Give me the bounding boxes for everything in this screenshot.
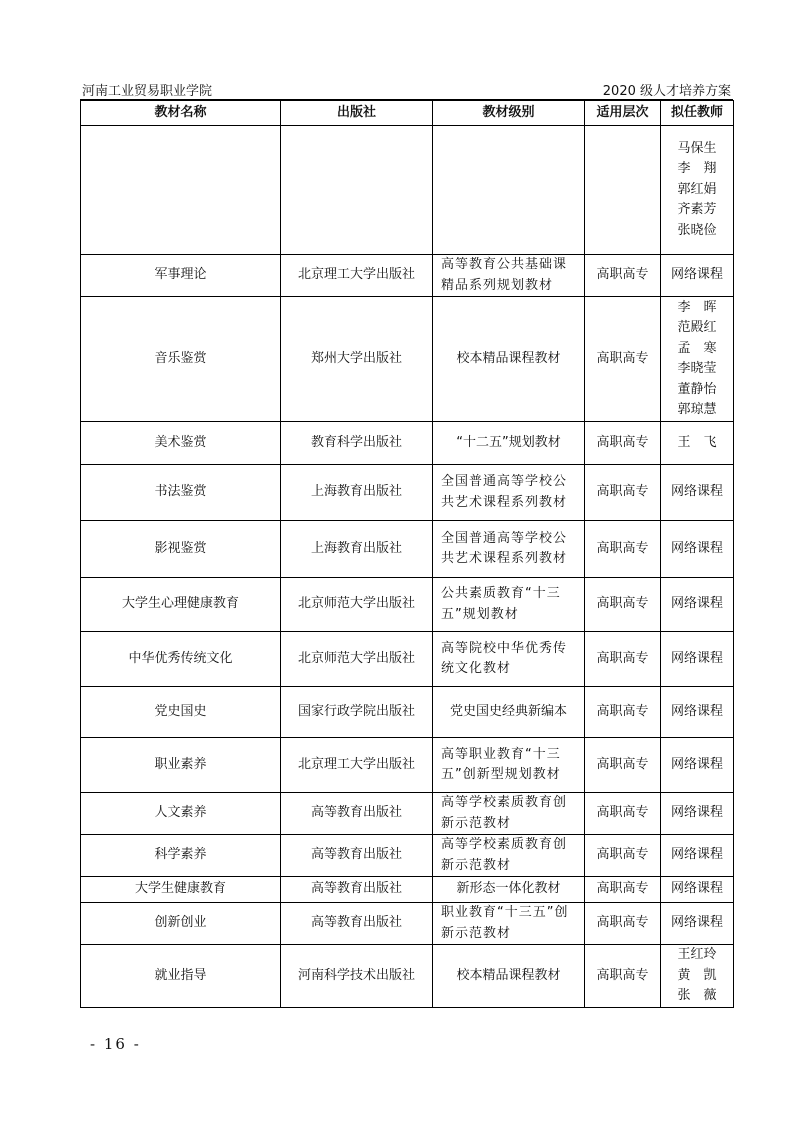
textbook-level-line: 五”规划教材 xyxy=(441,606,519,622)
header-document-title: 2020 级人才培养方案 xyxy=(602,84,731,99)
textbook-level-line: 公共素质教育“十三 xyxy=(441,586,561,601)
cell-textbook-name: 人文素养 xyxy=(81,793,281,835)
column-header-applicable-level: 适用层次 xyxy=(585,101,661,126)
cell-publisher: 教育科学出版社 xyxy=(281,422,433,465)
table-row xyxy=(81,945,734,1008)
cell-applicable-level: 高职高专 xyxy=(585,687,661,738)
cell-textbook-level xyxy=(433,521,585,578)
textbook-level-line: 校本精品课程教材 xyxy=(456,350,561,366)
cell-textbook-name: 影视鉴赏 xyxy=(81,521,281,578)
cell-textbook-name: 大学生健康教育 xyxy=(81,877,281,903)
cell-textbook-level xyxy=(433,835,585,877)
teacher-name: 李晓莹 xyxy=(677,361,717,376)
cell-teachers xyxy=(661,422,734,465)
cell-applicable-level: 高职高专 xyxy=(585,738,661,793)
teacher-name: 网络课程 xyxy=(670,703,723,719)
cell-applicable-level: 高职高专 xyxy=(585,793,661,835)
cell-publisher: 北京理工大学出版社 xyxy=(281,255,433,297)
cell-applicable-level: 高职高专 xyxy=(585,835,661,877)
cell-textbook-level xyxy=(433,945,585,1008)
teacher-name: 齐素芳 xyxy=(677,202,717,218)
cell-teachers xyxy=(661,835,734,877)
cell-teachers xyxy=(661,126,734,255)
cell-publisher: 上海教育出版社 xyxy=(281,465,433,521)
teacher-name: 王 飞 xyxy=(677,434,717,450)
teacher-name: 网络课程 xyxy=(670,267,723,283)
column-header-textbook-level: 教材级别 xyxy=(433,101,585,126)
cell-applicable-level: 高职高专 xyxy=(585,578,661,632)
cell-textbook-name: 中华优秀传统文化 xyxy=(81,632,281,687)
cell-textbook-name xyxy=(81,126,281,255)
cell-teachers xyxy=(661,687,734,738)
cell-textbook-level xyxy=(433,903,585,945)
cell-textbook-level xyxy=(433,687,585,738)
cell-applicable-level: 高职高专 xyxy=(585,465,661,521)
teacher-name: 王红玲 xyxy=(677,947,717,963)
cell-publisher: 上海教育出版社 xyxy=(281,521,433,578)
textbook-level-line: “十二五”规划教材 xyxy=(456,434,561,450)
cell-teachers xyxy=(661,877,734,903)
cell-teachers xyxy=(661,297,734,422)
textbook-level-line: 五”创新型规划教材 xyxy=(441,767,561,782)
cell-teachers xyxy=(661,945,734,1008)
cell-publisher: 北京师范大学出版社 xyxy=(281,578,433,632)
column-header-publisher: 出版社 xyxy=(281,101,433,126)
cell-teachers xyxy=(661,578,734,632)
cell-textbook-level xyxy=(433,297,585,422)
teacher-name: 郭琼慧 xyxy=(677,402,717,417)
textbook-level-line: 共艺术课程系列教材 xyxy=(441,551,568,566)
teacher-name: 网络课程 xyxy=(670,847,723,863)
cell-textbook-name: 大学生心理健康教育 xyxy=(81,578,281,632)
page-number: - 16 - xyxy=(90,1035,141,1053)
teacher-name: 张 薇 xyxy=(677,988,717,1004)
textbook-level-line: 共艺术课程系列教材 xyxy=(441,494,568,510)
cell-textbook-level xyxy=(433,793,585,835)
textbook-table xyxy=(80,100,734,1008)
cell-textbook-level xyxy=(433,422,585,465)
cell-textbook-level xyxy=(433,578,585,632)
cell-applicable-level: 高职高专 xyxy=(585,422,661,465)
teacher-name: 网络课程 xyxy=(670,881,723,897)
textbook-level-line: 校本精品课程教材 xyxy=(456,967,561,983)
teacher-name: 网络课程 xyxy=(670,756,723,772)
cell-textbook-level xyxy=(433,126,585,255)
textbook-level-line: 职业教育“十三五”创 xyxy=(441,905,569,920)
cell-applicable-level: 高职高专 xyxy=(585,297,661,422)
textbook-level-line: 高等学校素质教育创 xyxy=(441,837,568,852)
cell-publisher: 北京师范大学出版社 xyxy=(281,632,433,687)
cell-textbook-name: 书法鉴赏 xyxy=(81,465,281,521)
cell-applicable-level: 高职高专 xyxy=(585,255,661,297)
textbook-level-line: 高等学校素质教育创 xyxy=(441,795,568,810)
cell-publisher: 郑州大学出版社 xyxy=(281,297,433,422)
teacher-name: 张晓俭 xyxy=(677,222,717,238)
cell-publisher: 高等教育出版社 xyxy=(281,903,433,945)
cell-teachers xyxy=(661,903,734,945)
cell-textbook-level xyxy=(433,738,585,793)
cell-applicable-level: 高职高专 xyxy=(585,632,661,687)
cell-publisher: 高等教育出版社 xyxy=(281,835,433,877)
table-header-row xyxy=(81,101,734,126)
cell-textbook-name: 美术鉴赏 xyxy=(81,422,281,465)
textbook-level-line: 全国普通高等学校公 xyxy=(441,530,568,546)
cell-textbook-name: 军事理论 xyxy=(81,255,281,297)
cell-teachers xyxy=(661,632,734,687)
cell-textbook-level xyxy=(433,632,585,687)
table-row xyxy=(81,903,734,945)
cell-publisher: 北京理工大学出版社 xyxy=(281,738,433,793)
textbook-level-line: 精品系列规划教材 xyxy=(441,277,554,293)
teacher-name: 范殿红 xyxy=(677,320,717,335)
table-row xyxy=(81,521,734,578)
column-header-teachers: 拟任教师 xyxy=(661,101,734,126)
teacher-name: 董静怡 xyxy=(677,381,717,397)
teacher-name: 网络课程 xyxy=(670,915,723,931)
table-row xyxy=(81,738,734,793)
textbook-level-line: 高等职业教育“十三 xyxy=(441,746,561,762)
table-row xyxy=(81,632,734,687)
textbook-level-line: 统文化教材 xyxy=(441,661,512,676)
cell-textbook-level xyxy=(433,255,585,297)
textbook-level-line: 新示范教材 xyxy=(441,925,512,941)
cell-publisher: 高等教育出版社 xyxy=(281,877,433,903)
textbook-level-line: 新示范教材 xyxy=(441,815,512,831)
cell-teachers xyxy=(661,793,734,835)
cell-applicable-level xyxy=(585,126,661,255)
teacher-name: 李 晖 xyxy=(677,299,717,315)
cell-applicable-level: 高职高专 xyxy=(585,945,661,1008)
cell-teachers xyxy=(661,738,734,793)
teacher-name: 黄 凯 xyxy=(677,967,717,983)
textbook-level-line: 高等院校中华优秀传 xyxy=(441,640,568,656)
cell-textbook-name: 职业素养 xyxy=(81,738,281,793)
cell-textbook-name: 创新创业 xyxy=(81,903,281,945)
table-row xyxy=(81,687,734,738)
cell-publisher: 高等教育出版社 xyxy=(281,793,433,835)
cell-applicable-level: 高职高专 xyxy=(585,521,661,578)
table-row xyxy=(81,465,734,521)
teacher-name: 郭红娟 xyxy=(677,181,717,197)
textbook-level-line: 党史国史经典新编本 xyxy=(449,703,567,719)
table-row xyxy=(81,877,734,903)
cell-publisher: 河南科学技术出版社 xyxy=(281,945,433,1008)
header-school-name: 河南工业贸易职业学院 xyxy=(82,84,213,99)
table-row xyxy=(81,255,734,297)
table-row xyxy=(81,835,734,877)
table-row xyxy=(81,793,734,835)
textbook-level-line: 全国普通高等学校公 xyxy=(441,474,568,489)
cell-textbook-level xyxy=(433,465,585,521)
table-row xyxy=(81,297,734,422)
teacher-name: 网络课程 xyxy=(670,596,723,612)
table-body xyxy=(81,126,734,1008)
column-header-textbook-name: 教材名称 xyxy=(81,101,281,126)
cell-publisher xyxy=(281,126,433,255)
teacher-name: 马保生 xyxy=(677,140,717,156)
table-row xyxy=(81,126,734,255)
teacher-name: 网络课程 xyxy=(670,484,723,500)
textbook-level-line: 高等教育公共基础课 xyxy=(441,257,568,272)
cell-teachers xyxy=(661,521,734,578)
cell-applicable-level: 高职高专 xyxy=(585,903,661,945)
teacher-name: 李 翔 xyxy=(677,161,717,177)
cell-publisher: 国家行政学院出版社 xyxy=(281,687,433,738)
textbook-level-line: 新形态一体化教材 xyxy=(456,881,561,897)
cell-applicable-level: 高职高专 xyxy=(585,877,661,903)
teacher-name: 网络课程 xyxy=(670,805,723,821)
cell-textbook-name: 就业指导 xyxy=(81,945,281,1008)
table-row xyxy=(81,578,734,632)
table-row xyxy=(81,422,734,465)
textbook-level-line: 新示范教材 xyxy=(441,857,512,873)
cell-textbook-name: 音乐鉴赏 xyxy=(81,297,281,422)
cell-textbook-level xyxy=(433,877,585,903)
teacher-name: 网络课程 xyxy=(670,650,723,666)
cell-textbook-name: 党史国史 xyxy=(81,687,281,738)
teacher-name: 网络课程 xyxy=(670,540,723,556)
cell-teachers xyxy=(661,255,734,297)
cell-textbook-name: 科学素养 xyxy=(81,835,281,877)
teacher-name: 孟 寒 xyxy=(677,340,717,356)
cell-teachers xyxy=(661,465,734,521)
